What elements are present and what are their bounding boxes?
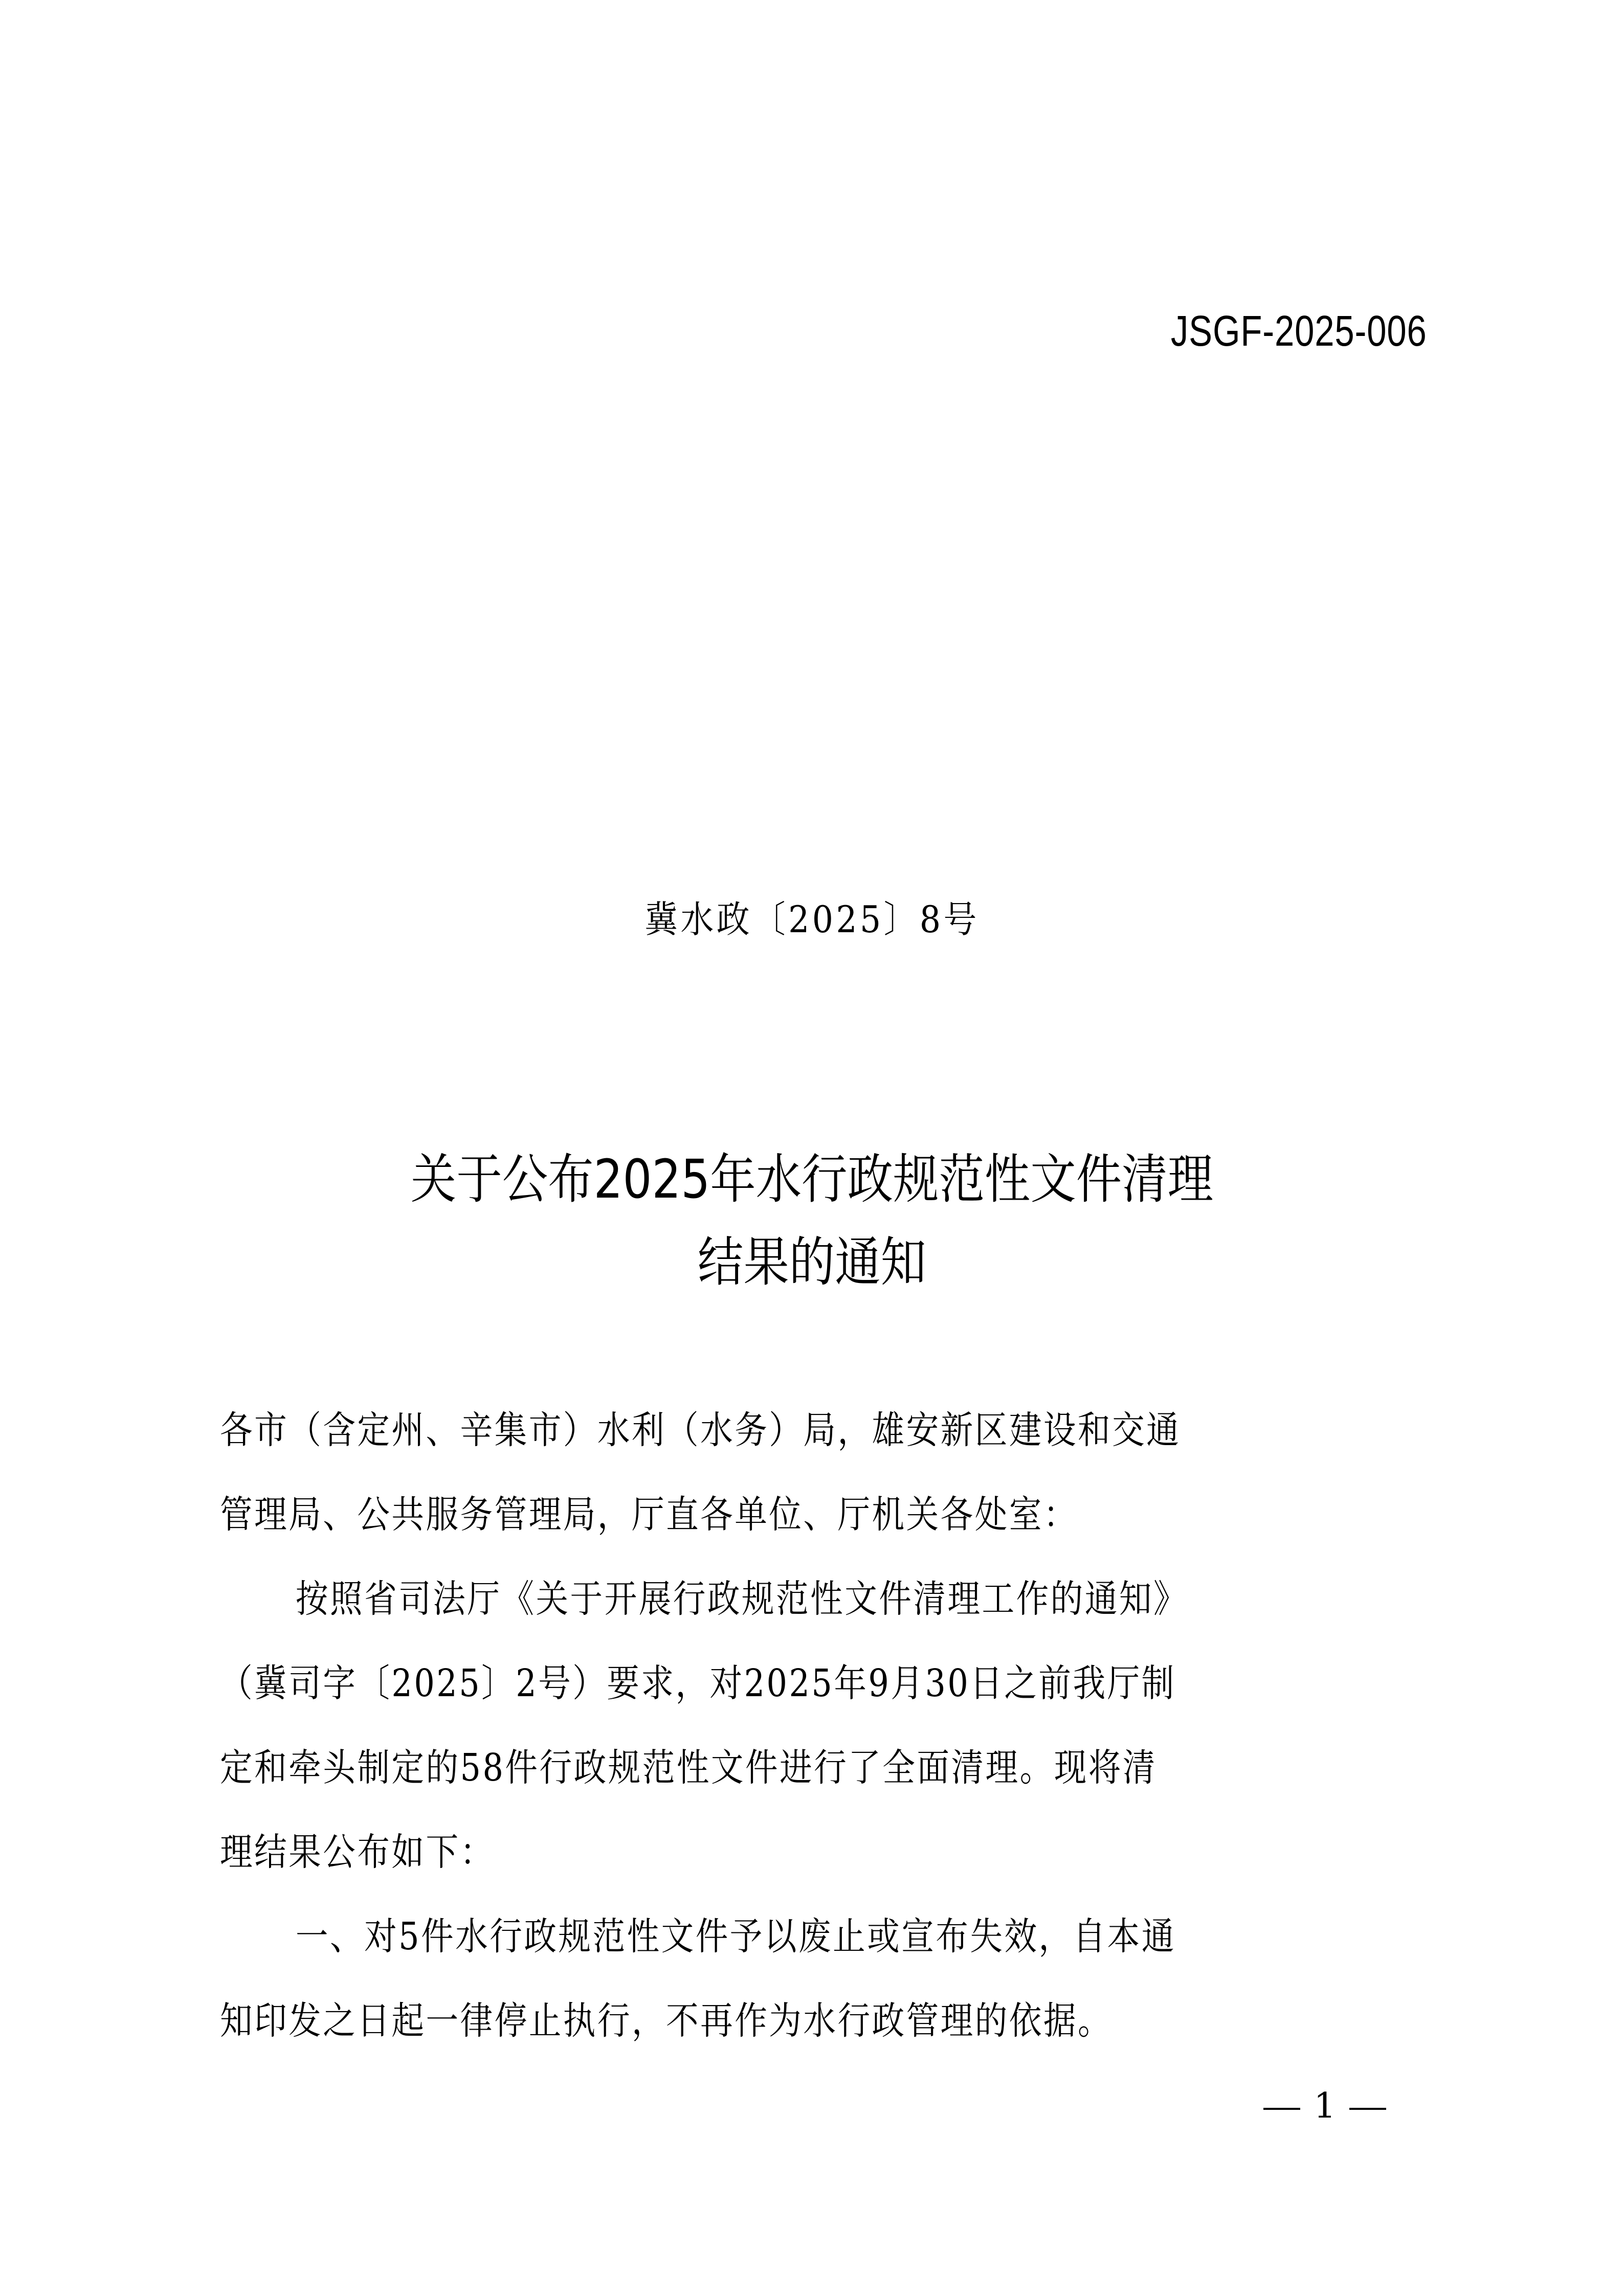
- addressee-line-2: 管理局、公共服务管理局，厅直各单位、厅机关各处室：: [220, 1493, 1078, 1537]
- paragraph-1-line-4: 理结果公布如下：: [220, 1830, 495, 1874]
- paragraph-2-line-1: 一、对5件水行政规范性文件予以废止或宣布失效，自本通: [295, 1915, 1176, 1959]
- paragraph-1-line-2: （冀司字〔2025〕2号）要求，对2025年9月30日之前我厅制: [220, 1661, 1176, 1705]
- page-number-value: 1: [1314, 2086, 1336, 2126]
- paragraph-1-line-1: 按照省司法厅《关于开展行政规范性文件清理工作的通知》: [295, 1577, 1188, 1621]
- document-title: [114, 1138, 1510, 1303]
- document-body: [220, 1388, 1427, 2063]
- title-line-2: 结果的通知: [697, 1231, 927, 1293]
- paragraph-2-line-2: 知印发之日起一律停止执行，不再作为水行政管理的依据。: [220, 1999, 1113, 2043]
- addressee-line-1: 各市（含定州、辛集市）水利（水务）局，雄安新区建设和交通: [220, 1408, 1181, 1452]
- page-number: [1248, 2086, 1401, 2126]
- page-number-dash-right: [1349, 2108, 1386, 2110]
- document-number: 冀水政〔2025〕8号: [644, 898, 980, 941]
- page-number-dash-left: [1263, 2108, 1300, 2110]
- paragraph-1-line-3: 定和牵头制定的58件行政规范性文件进行了全面清理。现将清: [220, 1746, 1157, 1790]
- document-code: JSGF-2025-006: [1171, 307, 1427, 355]
- title-line-1: 关于公布2025年水行政规范性文件清理: [410, 1148, 1214, 1210]
